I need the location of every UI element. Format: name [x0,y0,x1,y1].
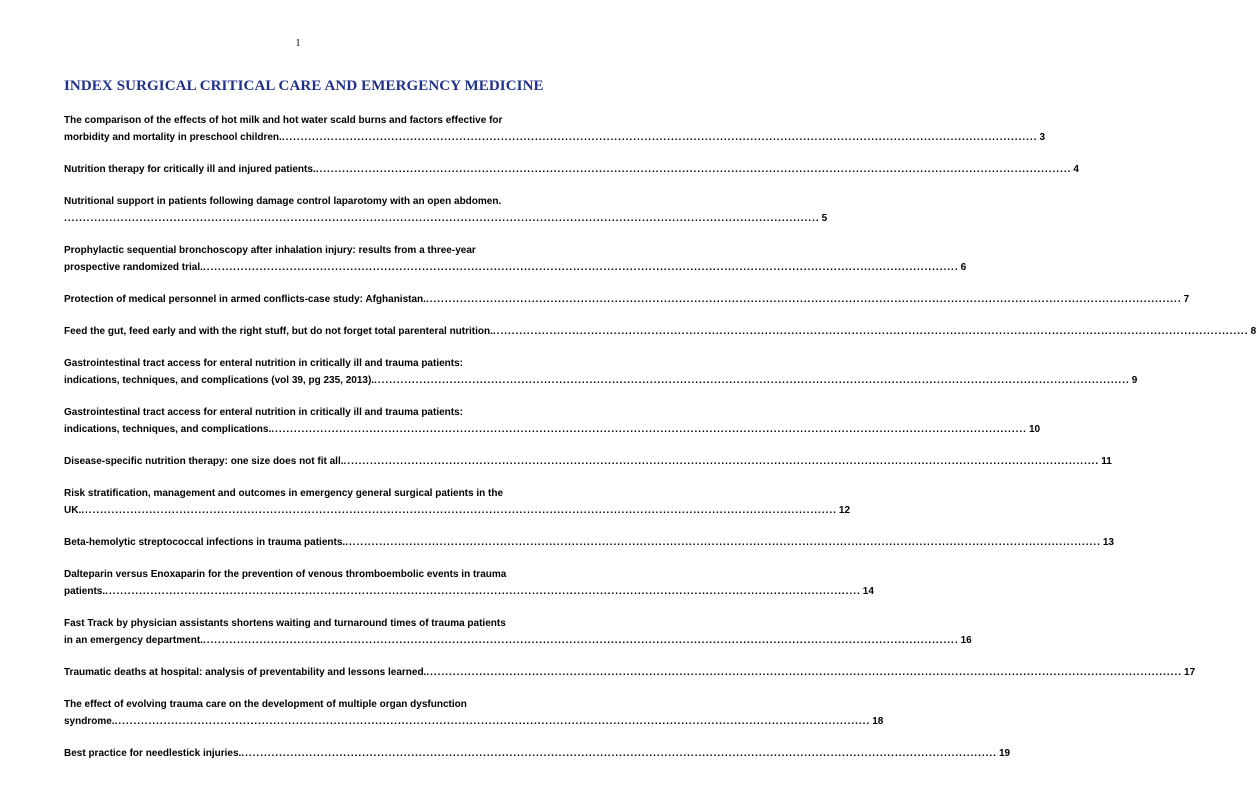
toc-entry-line: The effect of evolving trauma care on the development of multiple organ dysfunction [64,699,467,710]
toc-entry-last-line [64,259,967,276]
table-of-contents [64,112,1256,777]
dot-leader [426,291,1182,308]
dot-leader [203,259,959,276]
dot-leader [81,502,837,519]
toc-page-number: 6 [960,262,967,273]
toc-page-number: 9 [1131,375,1138,386]
toc-entry-last-line [64,210,828,227]
toc-page-number: 7 [1183,294,1190,305]
dot-leader [316,161,1072,178]
toc-entry[interactable] [64,161,1079,178]
dot-leader [374,372,1130,389]
dot-leader [105,583,861,600]
toc-entry-title-end: Nutrition therapy for critically ill and injured patients. [64,164,316,175]
toc-entry-title-end: morbidity and mortality in preschool children. [64,132,282,143]
toc-entry-title-end: Feed the gut, feed early and with the right stuff, but do not forget total parenteral nutrition. [64,326,493,337]
toc-entry-line: Dalteparin versus Enoxaparin for the prevention of venous thromboembolic events in trauma [64,569,507,580]
toc-entry-title-end: Traumatic deaths at hospital: analysis of preventability and lessons learned. [64,667,427,678]
toc-entry-line: Nutritional support in patients following damage control laparotomy with an open abdomen. [64,196,502,207]
toc-entry[interactable] [64,404,1041,438]
toc-entry-last-line [64,421,1041,438]
toc-entry-title-end: UK. [64,505,82,516]
toc-page-number: 3 [1039,132,1046,143]
dot-leader [493,323,1249,340]
toc-entry-last-line [64,713,884,730]
dot-leader [282,129,1038,146]
toc-entry-title-end: Disease-specific nutrition therapy: one size does not fit all. [64,456,344,467]
toc-entry[interactable] [64,355,1138,389]
toc-entry-title-end: Beta-hemolytic streptococcal infections in trauma patients. [64,537,346,548]
toc-entry-last-line [64,664,1196,681]
toc-page-number: 8 [1250,326,1256,337]
toc-page-number: 16 [960,635,972,646]
toc-entry-last-line [64,502,851,519]
toc-entry[interactable] [64,112,1046,146]
toc-entry[interactable] [64,664,1196,681]
toc-entry-title-end: patients. [64,586,106,597]
toc-entry-line: Gastrointestinal tract access for enteral nutrition in critically ill and trauma patients: [64,358,463,369]
toc-entry-title-end: syndrome. [64,716,115,727]
dot-leader [241,745,997,762]
toc-entry[interactable] [64,323,1256,340]
toc-entry[interactable] [64,534,1114,551]
toc-page-number: 17 [1184,667,1196,678]
toc-entry-line: Prophylactic sequential bronchoscopy after inhalation injury: results from a three-year [64,245,476,256]
toc-entry[interactable] [64,615,972,649]
toc-entry-line: Gastrointestinal tract access for enteral nutrition in critically ill and trauma patients: [64,407,463,418]
index-title: INDEX SURGICAL CRITICAL CARE AND EMERGENCY MEDICINE [64,78,544,94]
toc-entry[interactable] [64,291,1190,308]
dot-leader [426,664,1182,681]
toc-entry-last-line [64,453,1112,470]
toc-entry-line: Risk stratification, management and outcomes in emergency general surgical patients in the [64,488,504,499]
toc-entry[interactable] [64,696,884,730]
toc-page-number: 14 [862,586,874,597]
toc-entry-last-line [64,161,1079,178]
dot-leader [345,534,1101,551]
toc-page-number: 11 [1101,456,1112,467]
toc-entry[interactable] [64,485,851,519]
toc-entry[interactable] [64,745,1011,762]
toc-entry-title-end: Protection of medical personnel in armed conflicts-case study: Afghanistan. [64,294,426,305]
toc-entry-title-end: prospective randomized trial. [64,262,203,273]
dot-leader [344,453,1100,470]
dot-leader [203,632,959,649]
toc-entry-title-end: indications, techniques, and complications (vol 39, pg 235, 2013). [64,375,375,386]
toc-entry[interactable] [64,566,874,600]
toc-page-number: 19 [998,748,1011,759]
toc-entry-last-line [64,372,1138,389]
toc-entry[interactable] [64,242,967,276]
page-number: 1 [295,38,301,49]
toc-entry-line: Fast Track by physician assistants shortens waiting and turnaround times of trauma patients [64,618,506,629]
toc-page-number: 10 [1028,424,1041,435]
toc-page-number: 18 [872,716,884,727]
toc-entry-last-line [64,291,1190,308]
toc-entry[interactable] [64,193,828,227]
toc-entry-last-line [64,323,1256,340]
toc-entry-title-end: in an emergency department. [64,635,203,646]
toc-page-number: 13 [1102,537,1114,548]
dot-leader [271,421,1027,438]
toc-page-number: 12 [838,505,851,516]
dot-leader [64,210,820,227]
toc-entry-last-line [64,583,874,600]
toc-entry[interactable] [64,453,1112,470]
toc-entry-last-line [64,129,1046,146]
dot-leader [115,713,871,730]
toc-entry-title-end: indications, techniques, and complications. [64,424,272,435]
toc-entry-last-line [64,745,1011,762]
toc-page-number: 4 [1073,164,1079,175]
toc-entry-last-line [64,534,1114,551]
toc-page-number: 5 [821,213,828,224]
toc-entry-last-line [64,632,972,649]
toc-entry-title-end: Best practice for needlestick injuries. [64,748,242,759]
toc-entry-line: The comparison of the effects of hot milk and hot water scald burns and factors effective for [64,115,503,126]
